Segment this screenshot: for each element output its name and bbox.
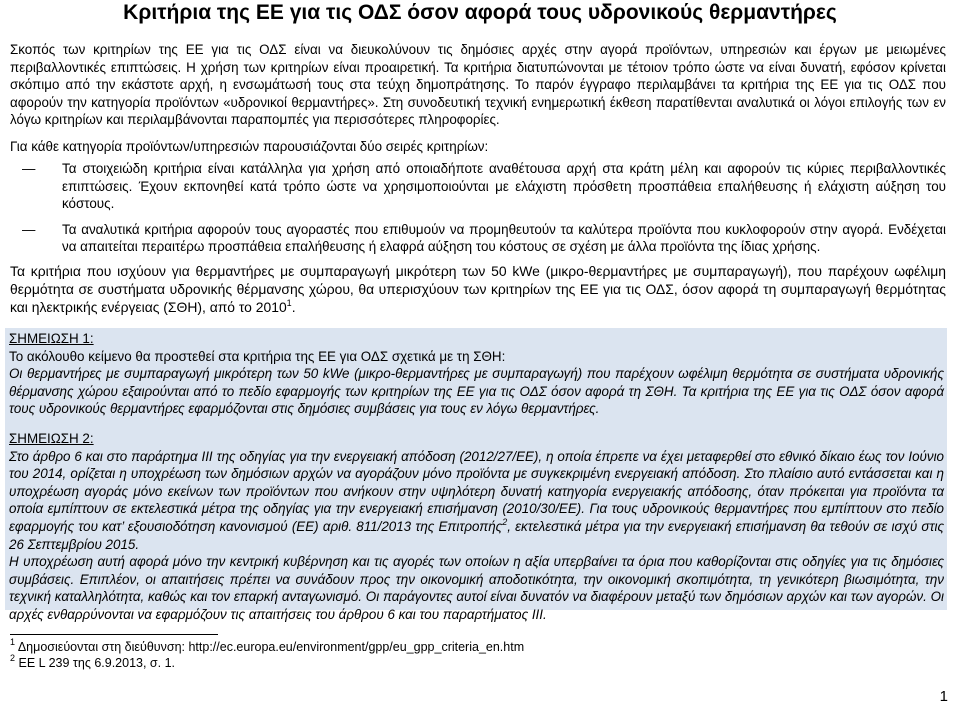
note-2-body-a (9, 448, 944, 554)
intro-text-1: Σκοπός των κριτηρίων της ΕΕ για τις ΟΔΣ είναι να διευκολύνουν τις δημόσιες αρχές στην αγορά προϊόντων, υπηρεσιών και έργων με μειωμένες περιβαλλοντικές επιπτώσεις. Η χρήση των κριτηρίων είναι προαιρετική. Τα κριτήρια διατυπώνονται με τέτοιον τρόπο ώστε να είναι δυνατή, εφόσον κρίνεται σκόπιμο από την εκάστοτε αρχή, η ενσωμάτωσή τους στα τεύχη δημοπράτησης. (10, 42, 946, 93)
note-2-text-b: , εκτελεστικά μέτρα για την ενεργειακή επισήμανση θα τεθούν σε ισχύ στις 26 Σεπτεμβρίου 2015. (9, 518, 944, 552)
note-1-lead: Το ακόλουθο κείμενο θα προστεθεί στα κριτήρια της ΕΕ για ΟΔΣ σχετικά με τη ΣΘΗ: (9, 348, 506, 364)
intro-paragraph (10, 41, 946, 129)
note-2-text-a: Στο άρθρο 6 και στο παράρτημα III της οδηγίας για την ενεργειακή απόδοση (2012/27/ΕΕ), η οποία έπρεπε να έχει μεταφερθεί στο εθνικό δίκαιο έως τον Ιούνιο του 2014, ορίζεται η υποχρέωση των δημόσιων αρχών να αγοράζουν μόνο προϊόντα με συγκεκριμένη ενεργειακή απόδοση. Στο πλαίσιο αυτό εντάσσεται και η υποχρέωση αγοράς μόνο εκείνων των προϊόντων που ανήκουν στην υψηλότερη δυνατή κατηγορία ενεργειακής απόδοσης, όταν πρόκειται για προϊόντα τα οποία εμπίπτουν σε εκτελεστικά μέτρα της οδηγίας για την ενεργειακή επισήμανση (2010/30/ΕΕ). Για τους υδρονικούς θερμαντήρες που εμπίπτουν στο πεδίο εφαρμογής του κατ’ εξουσιοδότηση κανονισμού (ΕΕ) αριθ. 811/2013 της Επιτροπής (9, 448, 944, 534)
note-1-body: Οι θερμαντήρες με συμπαραγωγή μικρότερη των 50 kWe (μικρο-θερμαντήρες με συμπαραγωγή) που παρέχουν ωφέλιμη θερμότητα σε συστήματα υδρονικής θέρμανσης χώρου εξαιρούνται από το πεδίο εφαρμογής των κριτηρίων της ΕΕ για τις ΟΔΣ όσον αφορά τη ΣΘΗ. Τα κριτήρια της ΕΕ για τις ΟΔΣ όσον αφορά τους υδρονικούς θερμαντήρες εφαρμόζονται στις δημόσιες συμβάσεις για τους εν λόγω θερμαντήρες. (9, 366, 944, 417)
footnote-num: 1 (10, 637, 16, 647)
note-2-title: ΣΗΜΕΙΩΣΗ 2: (9, 431, 94, 446)
chp-text: Τα κριτήρια που ισχύουν για θερμαντήρες με συμπαραγωγή μικρότερη των 50 kWe (μικρο-θερμαντήρες με συμπαραγωγή), που παρέχουν ωφέλιμη θερμότητα σε συστήματα υδρονικής θέρμανσης χώρου, θα υπερισχύουν των κριτηρίων της ΕΕ για τις ΟΔΣ, όσον αφορά τη συμπαραγωγή θερμότητας και ηλεκτρικής ενέργειας (ΣΘΗ), από το 2010 (10, 263, 946, 315)
footnote-1 (10, 637, 525, 654)
dash-bullet: — (22, 221, 36, 237)
footnote-text: ΕΕ L 239 της 6.9.2013, σ. 1. (18, 656, 176, 670)
footnote-divider (10, 634, 218, 635)
notes-box (5, 328, 947, 622)
list-item (10, 160, 946, 213)
footnote-text: Δημοσιεύονται στη διεύθυνση: http://ec.europa.eu/environment/gpp/eu_gpp_criteria_en.htm (17, 640, 525, 654)
page-title: Κριτήρια της ΕΕ για τις ΟΔΣ όσον αφορά τους υδρονικούς θερμαντήρες (123, 1, 837, 24)
note-1 (9, 330, 944, 418)
list-item (10, 221, 946, 256)
criteria-list (10, 160, 946, 256)
criteria-comprehensive-text: Τα αναλυτικά κριτήρια αφορούν τους αγοραστές που επιθυμούν να προμηθευτούν τα καλύτερα προϊόντα που κυκλοφορούν στην αγορά. Ενδέχεται να απαιτείται περαιτέρω προσπάθεια επαλήθευσης ή ελαφρά αύξηση του κόστους σε σχέση με άλλα προϊόντα της ίδιας χρήσης. (62, 221, 946, 255)
criteria-core-text: Τα στοιχειώδη κριτήρια είναι κατάλληλα για χρήση από οποιαδήποτε αναθέτουσα αρχή στα κράτη μέλη και αφορούν τις κύριες περιβαλλοντικές επιπτώσεις. Έχουν εκπονηθεί κατά τρόπο ώστε να χρησιμοποιούνται με ελάχιστη πρόσθετη προσπάθεια επαλήθευσης ή ελάχιστη αύξηση του κόστους. (62, 161, 946, 212)
note-1-title: ΣΗΜΕΙΩΣΗ 1: (9, 331, 94, 346)
page-number: 1 (939, 688, 948, 705)
intro-text-2: Το παρόν έγγραφο περιλαμβάνει τα κριτήρια της ΕΕ για τις ΟΔΣ που αφορούν την κατηγορία προϊόντων «υδρονικοί θερμαντήρες». Στη συνοδευτική τεχνική ενημερωτική έκθεση παρατίθενται αναλυτικά οι λόγοι επιλογής των εν λόγω κριτηρίων και περιλαμβάνονται παραπομπές για περισσότερες πληροφορίες. (10, 77, 946, 128)
footnote-ref-2[interactable]: 2 (502, 516, 508, 527)
note-2 (9, 430, 944, 624)
footnote-num: 2 (10, 653, 16, 663)
chp-paragraph (10, 262, 946, 316)
chp-end: . (291, 299, 296, 315)
criteria-intro: Για κάθε κατηγορία προϊόντων/υπηρεσιών παρουσιάζονται δύο σειρές κριτηρίων: (10, 139, 489, 154)
footnote-ref-1[interactable]: 1 (286, 298, 292, 308)
dash-bullet: — (22, 161, 36, 176)
note-2-body-c: Η υποχρέωση αυτή αφορά μόνο την κεντρική κυβέρνηση και τις αγορές των οποίων η αξία υπερβαίνει τα όρια που καθορίζονται στις οδηγίες για τις δημόσιες συμβάσεις. Επιπλέον, οι απαιτήσεις πρέπει να συνάδουν προς την οικονομική αποδοτικότητα, την οικονομική σκοπιμότητα, τη γενικότερη βιωσιμότητα, την τεχνική καταλληλότητα, καθώς και τον επαρκή ανταγωνισμό. Οι παράγοντες αυτοί είναι δυνατόν να διαφέρουν μεταξύ των δημόσιων αρχών και των αγορών. Οι αρχές ενθαρρύνονται να εφαρμόζουν τις απαιτήσεις του άρθρου 6 και του παραρτήματος ΙΙΙ. (9, 554, 944, 622)
footnote-2 (10, 653, 176, 670)
